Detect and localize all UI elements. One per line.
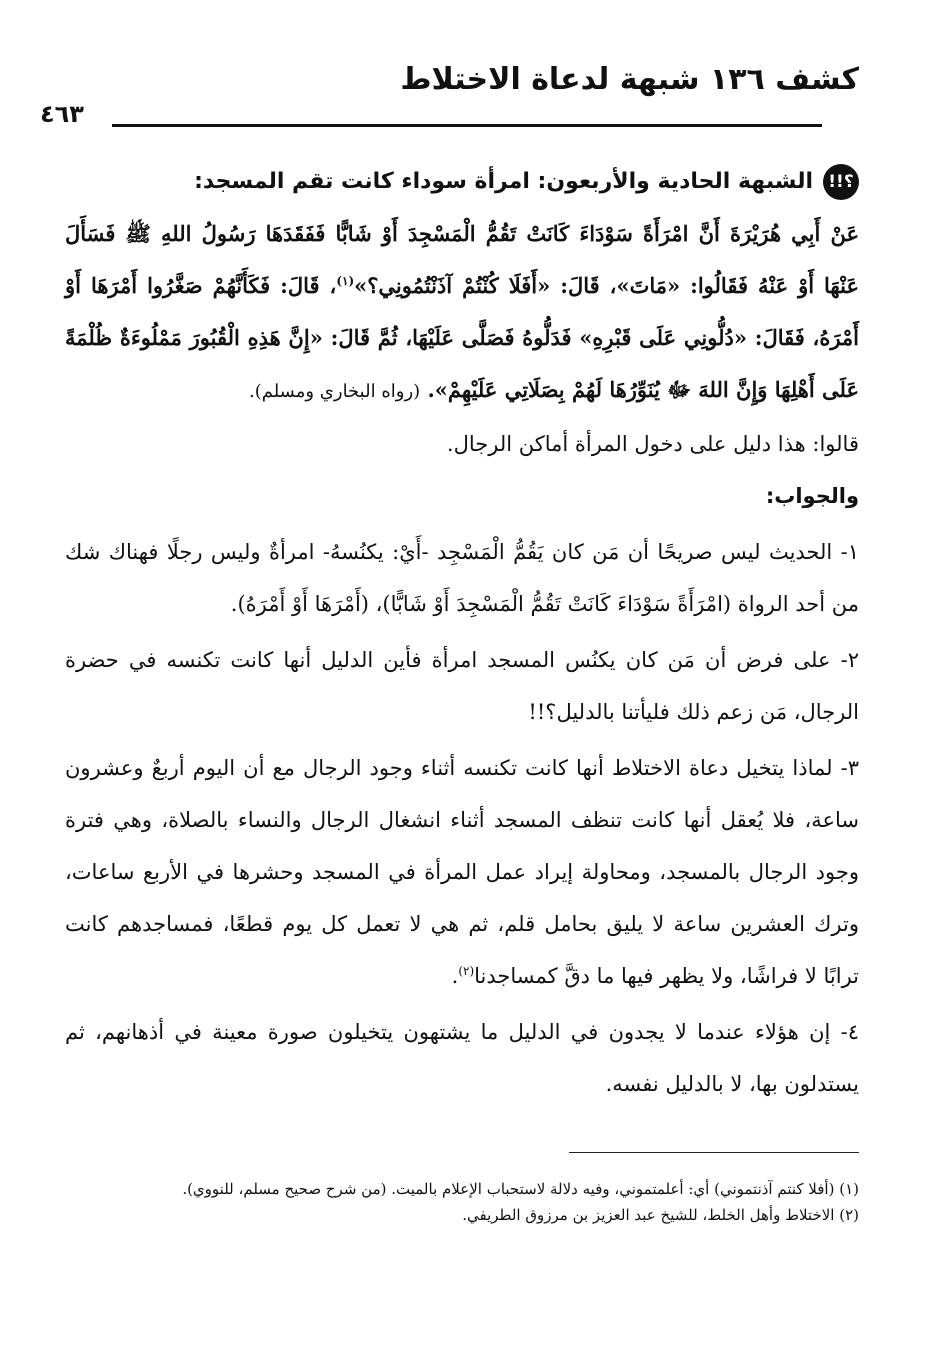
- header-rule: [112, 124, 822, 127]
- point-3-text: ٣- لماذا يتخيل دعاة الاختلاط أنها كانت تكنسه أثناء وجود الرجال مع أن اليوم أربعٌ وعشرون ساعة، فلا يُعقل أنها كانت تنظف المسجد أثناء انشغال الرجال والنساء بالصلاة، وهي فترة وجود الرجال بالمسجد، ومحاولة إيراد عمل المرأة في المسجد وحشرها في الأربع ساعات، وترك العشرين ساعة لا يليق بحامل قلم، ثم هي لا تعمل كل يوم قطعًا، فمساجدهم كانت ترابًا لا فراشًا، ولا يظهر فيها ما دقَّ كمساجدنا: [65, 756, 859, 988]
- section-title: الشبهة الحادية والأربعون: امرأة سوداء كانت تقم المسجد:: [194, 169, 813, 194]
- hadith-text: عَنْ أَبِي هُرَيْرَةَ أَنَّ امْرَأَةً سَوْدَاءَ كَانَتْ تَقُمُّ الْمَسْجِدَ أَوْ شَابًّا فَفَقَدَهَا رَسُولُ اللهِ ﷺ فَسَأَلَ عَنْهَا أَوْ عَنْهُ فَقَالُوا: «مَاتَ»، قَالَ: «أَفَلَا كُنْتُمْ آذَنْتُمُونِي؟»: [65, 221, 859, 298]
- page-number: ٤٦٣: [40, 100, 84, 128]
- footnote-ref-1: (١): [336, 274, 355, 288]
- main-text: [65, 160, 859, 1110]
- point-1: ١- الحديث ليس صريحًا أن مَن كان يَقُمُّ الْمَسْجِد -أَيْ: يكنُسهُ- امرأةٌ وليس رجلًا فهناك شك من أحد الرواة (امْرَأَةً سَوْدَاءَ كَانَتْ تَقُمُّ الْمَسْجِدَ أَوْ شَابًّا)، (أَمْرَهَا أَوْ أَمْرَهُ).: [65, 540, 859, 616]
- footnote-ref-2: (٢): [458, 964, 475, 978]
- hadith-text-cont: ، قَالَ: فَكَأَنَّهُمْ صَغَّرُوا أَمْرَهَا أَوْ أَمْرَهُ، فَقَالَ: «دُلُّونِي عَلَى قَبْرِهِ» فَدَلُّوهُ فَصَلَّى عَلَيْهَا، ثُمَّ قَالَ: «إِنَّ هَذِهِ الْقُبُورَ مَمْلُوءَةٌ ظُلْمَةً عَلَى أَهْلِهَا وَإِنَّ اللهَ ﷻ يُنَوِّرُهَا لَهُمْ بِصَلَاتِي عَلَيْهِمْ».: [65, 273, 859, 402]
- page-header: [0, 0, 929, 140]
- section-heading: [65, 160, 859, 204]
- point-4: ٤- إن هؤلاء عندما لا يجدون في الدليل ما يشتهون يتخيلون صورة معينة في أذهانهم، ثم يستدلون بها، لا بالدليل نفسه.: [65, 1020, 860, 1096]
- hadith-paragraph: [65, 208, 859, 418]
- running-title: كشف ١٣٦ شبهة لدعاة الاختلاط: [400, 62, 859, 97]
- hadith-citation: (رواه البخاري ومسلم).: [249, 381, 421, 402]
- point-3: [65, 742, 859, 1002]
- footnotes: [65, 1176, 859, 1228]
- exclamation-marker-icon: !!؟: [823, 164, 859, 200]
- footnote-separator: [569, 1152, 859, 1153]
- footnote-2: (٢) الاختلاط وأهل الخلط، للشيخ عبد العزيز بن مرزوق الطريفي.: [462, 1206, 859, 1224]
- point-2: ٢- على فرض أن مَن كان يكنُس المسجد امرأة فأين الدليل أنها كانت تكنسه في حضرة الرجال، مَن زعم ذلك فليأتنا بالدليل؟!!: [65, 648, 859, 724]
- footnote-1: (١) (أفلا كنتم آذنتموني) أي: أعلمتموني، وفيه دلالة لاستحباب الإعلام بالميت. (من شرح صحيح مسلم، للنووي).: [182, 1180, 859, 1198]
- claim-paragraph: قالوا: هذا دليل على دخول المرأة أماكن الرجال.: [446, 432, 859, 456]
- point-3-tail: .: [451, 964, 459, 988]
- answer-label: والجواب:: [765, 484, 859, 508]
